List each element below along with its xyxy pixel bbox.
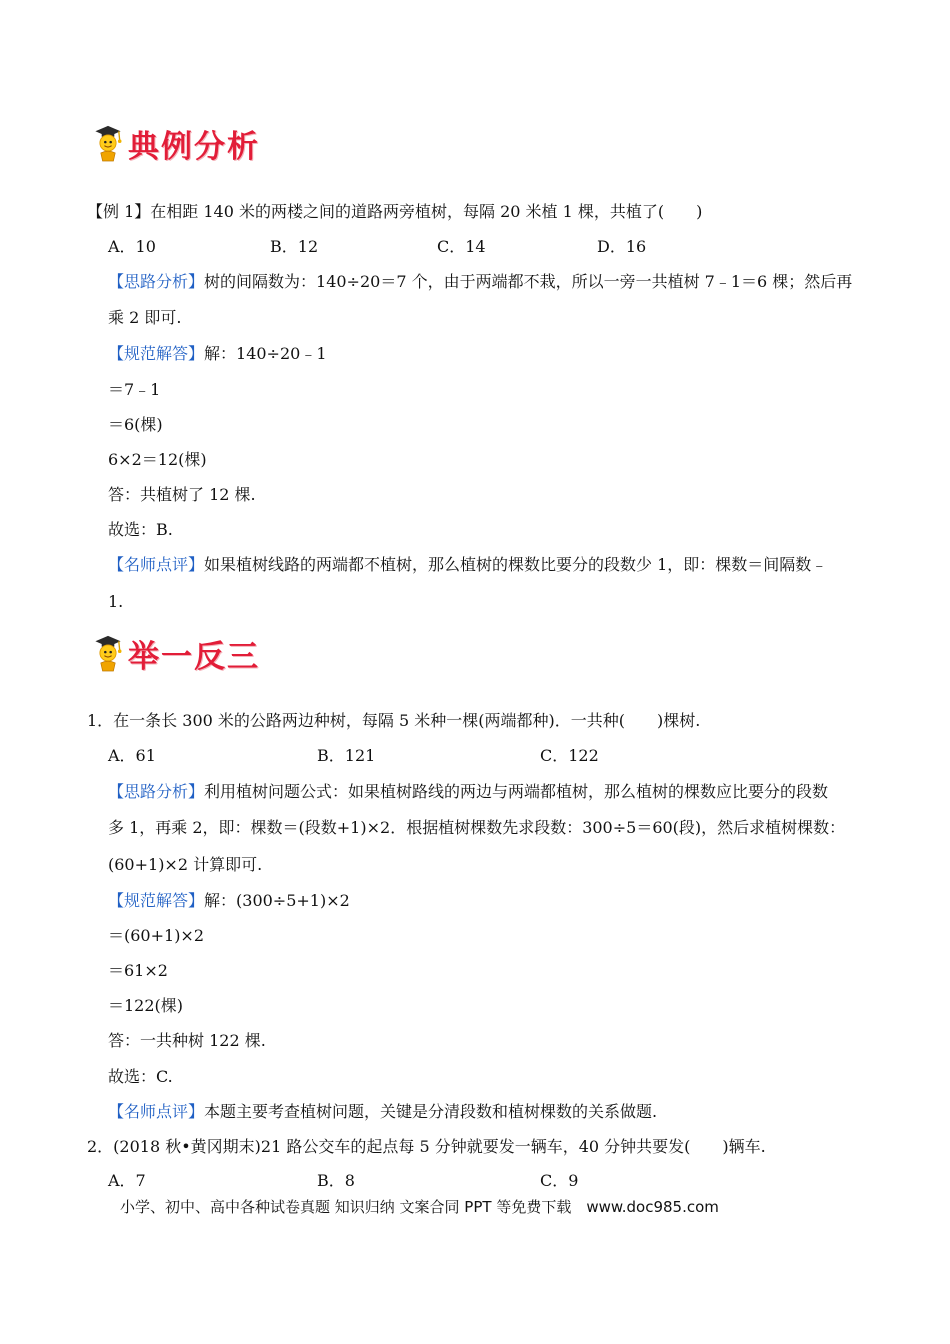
- solution-step: ＝61×2: [108, 961, 168, 980]
- example-question: 【例 1】在相距 140 米的两楼之间的道路两旁植树，每隔 20 米植 1 棵，共植了( ): [87, 202, 703, 221]
- option-b: B．12: [270, 237, 319, 256]
- analysis-line-2: 乘 2 即可.: [108, 308, 182, 327]
- choice-line: 故选：C.: [108, 1067, 173, 1086]
- comment-line-2: 1.: [108, 592, 124, 611]
- option-d: D．16: [597, 237, 647, 256]
- analysis-line-1: 【思路分析】利用植树问题公式：如果植树路线的两边与两端都植树，那么植树的棵数应比要分的段数: [108, 782, 829, 801]
- solution-step: 6×2＝12(棵): [108, 450, 207, 469]
- banner-title: 典例分析: [128, 128, 260, 165]
- option-a: A．10: [108, 237, 156, 256]
- choice-line: 故选：B.: [108, 520, 173, 539]
- option-b: B．121: [317, 746, 376, 765]
- option-b: B．8: [317, 1171, 355, 1190]
- comment-line-1: 【名师点评】本题主要考查植树问题，关键是分清段数和植树棵数的关系做题.: [108, 1102, 658, 1121]
- comment-tag: 【名师点评】: [108, 1102, 205, 1121]
- solution-line-1: 【规范解答】解：(300÷5+1)×2: [108, 891, 350, 910]
- analysis-line-1: 【思路分析】树的间隔数为：140÷20＝7 个，由于两端都不栽，所以一旁一共植树 7﹣1＝6 棵；然后再: [108, 272, 853, 291]
- analysis-tag: 【思路分析】: [108, 272, 205, 291]
- graduate-mascot-icon: [90, 121, 126, 165]
- section-banner-example: [90, 118, 260, 168]
- answer-line: 答：共植树了 12 棵.: [108, 485, 256, 504]
- analysis-tag: 【思路分析】: [108, 782, 205, 801]
- banner-title: 举一反三: [128, 638, 260, 675]
- question-2: 2．(2018 秋•黄冈期末)21 路公交车的起点每 5 分钟就要发一辆车，40 分钟共要发( )辆车.: [87, 1137, 766, 1156]
- solution-step: ＝7﹣1: [108, 380, 161, 399]
- comment-tag: 【名师点评】: [108, 555, 205, 574]
- graduate-mascot-icon: [90, 631, 126, 675]
- option-a: A．7: [108, 1171, 146, 1190]
- solution-step: ＝6(棵): [108, 415, 163, 434]
- solution-tag: 【规范解答】: [108, 344, 205, 363]
- question-1: 1．在一条长 300 米的公路两边种树，每隔 5 米种一棵(两端都种)．一共种( )棵树.: [87, 711, 701, 730]
- answer-line: 答：一共种树 122 棵.: [108, 1031, 266, 1050]
- analysis-line-3: (60+1)×2 计算即可.: [108, 855, 263, 874]
- comment-line-1: 【名师点评】如果植树线路的两端都不植树，那么植树的棵数比要分的段数少 1，即：棵数＝间隔数﹣: [108, 555, 828, 574]
- option-c: C．9: [540, 1171, 579, 1190]
- solution-step: ＝(60+1)×2: [108, 926, 205, 945]
- option-c: C．14: [437, 237, 486, 256]
- section-banner-practice: [90, 628, 260, 678]
- option-c: C．122: [540, 746, 599, 765]
- solution-step: ＝122(棵): [108, 996, 184, 1015]
- solution-line-1: 【规范解答】解：140÷20﹣1: [108, 344, 327, 363]
- analysis-line-2: 多 1，再乘 2，即：棵数＝(段数+1)×2．根据植树棵数先求段数：300÷5＝60(段)，然后求植树棵数：: [108, 818, 846, 837]
- footer-note: 小学、初中、高中各种试卷真题 知识归纳 文案合同 PPT 等免费下载 www.doc985.com: [120, 1198, 719, 1216]
- option-a: A．61: [108, 746, 156, 765]
- solution-tag: 【规范解答】: [108, 891, 205, 910]
